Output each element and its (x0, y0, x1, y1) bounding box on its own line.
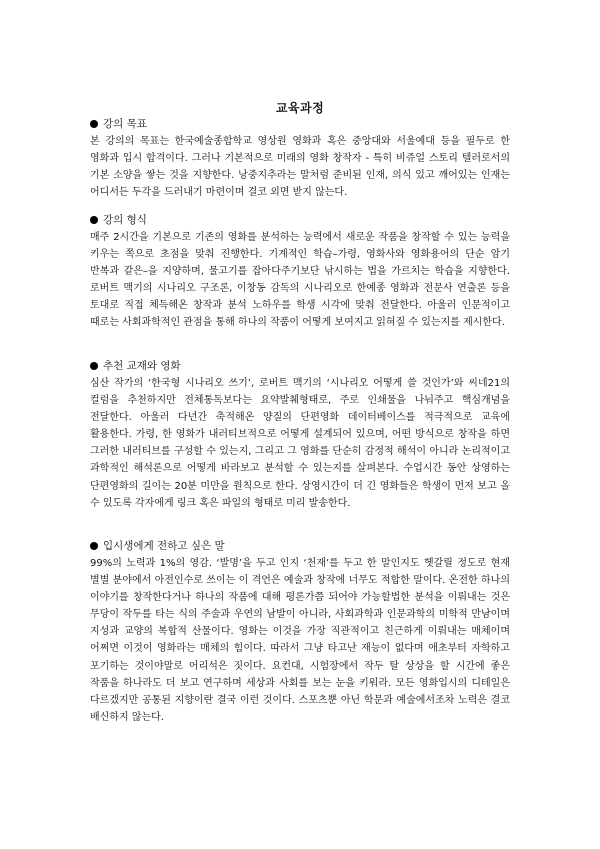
bullet-icon (90, 542, 98, 550)
section-course-objective (90, 116, 510, 201)
section-message-to-applicants (90, 538, 510, 726)
section-header (90, 116, 510, 133)
section-heading: 입시생에게 전하고 싶은 말 (103, 540, 225, 552)
section-course-format (90, 212, 510, 332)
section-heading: 추천 교재와 영화 (103, 360, 181, 372)
section-body: 매주 2시간을 기본으로 기존의 영화를 분석하는 능력에서 새로운 작품을 창작할 수 있는 능력을 키우는 쪽으로 초점을 맞춰 진행한다. 기계적인 학습–가령, 영화사와 영화용어의 단순 암기 반복과 같은–을 지양하며, 물고기를 잡아다주기보단 낚시하는 법을 가르치는 학습을 지향한다. 로버트 맥기의 시나리오 구조론, 이창동 감독의 시나리오로 한예종 영화과 전문사 연출론 등을 토대로 직접 체득해온 창작과 분석 노하우를 학생 시각에 맞춰 전달한다. 아울러 인문적이고 때로는 사회과학적인 관점을 통해 하나의 작품이 어떻게 보여지고 읽혀질 수 있는지를 제시한다. (90, 232, 510, 329)
section-heading: 강의 목표 (103, 118, 147, 130)
bullet-icon (90, 120, 98, 128)
section-recommended-materials (90, 358, 510, 512)
section-header (90, 538, 510, 555)
section-body: 심산 작가의 ‘한국형 시나리오 쓰기’, 로버트 맥기의 ‘시나리오 어떻게 쓸 것인가’와 씨네21의 컬럼을 추천하지만 전체통독보다는 요약발췌형태로, 주로 인쇄물을 나눠주고 핵심개념을 전달한다. 아울러 다년간 축적해온 양질의 단편영화 데이터베이스를 적극적으로 교육에 활용한다. 가령, 한 영화가 내러티브적으로 어떻게 설계되어 있으며, 어떤 방식으로 창작을 하면 그러한 내러티브를 구성할 수 있는지, 그리고 그 영화를 단순히 감정적 해석이 아니라 논리적이고 과학적인 해석론으로 어떻게 바라보고 분석할 수 있는지를 살펴본다. 수업시간 동안 상영하는 단편영화의 길이는 20분 미만을 원칙으로 한다. 상영시간이 더 긴 영화들은 학생이 먼저 보고 올 수 있도록 각자에게 링크 혹은 파일의 형태로 미리 발송한다. (90, 378, 510, 509)
section-body: 본 강의의 목표는 한국예술종합학교 영상원 영화과 혹은 중앙대와 서울예대 등을 필두로 한 영화과 입시 합격이다. 그러나 기본적으로 미래의 영화 창작자 - 특히 비쥬얼 스토리 텔러로서의 기본 소양을 쌓는 것을 지향한다. 낭중지추라는 말처럼 준비된 인재, 의식 있고 깨어있는 인재는 어디서든 두각을 드러내기 마련이며 결코 외면 받지 않는다. (90, 136, 510, 199)
bullet-icon (90, 216, 98, 224)
section-header (90, 212, 510, 229)
section-heading: 강의 형식 (103, 214, 147, 226)
section-header (90, 358, 510, 375)
bullet-icon (90, 362, 98, 370)
section-body: 99%의 노력과 1%의 영감. ‘발명’을 두고 인지 ‘천재’를 두고 한 말인지도 헷갈릴 정도로 현재 별별 분야에서 아전인수로 쓰이는 이 격언은 예술과 창작에 너무도 적합한 말이다. 온전한 하나의 이야기를 창작한다거나 하나의 작품에 대해 평론가쯤 되어야 가능할법한 분석을 이뤄내는 것은 무당이 작두를 타는 식의 주술과 우연의 남발이 아니라, 사회과학과 인문과학의 미학적 만남이며 지성과 교양의 복합적 산물이다. 영화는 이것을 가장 직관적이고 친근하게 이뤄내는 매체이며 어쩌면 이것이 영화라는 매체의 힘이다. 따라서 그냥 타고난 재능이 없다며 애초부터 자학하고 포기하는 것이야말로 어리석은 짓이다. 요컨대, 시험장에서 작두 탈 상상을 할 시간에 좋은 작품을 하나라도 더 보고 연구하며 세상과 사회를 보는 눈을 키워라. 모든 영화입시의 디테일은 다르겠지만 공통된 지향이란 결국 이런 것이다. 스포츠뿐 아닌 학문과 예술에서조차 노력은 결코 배신하지 않는다. (90, 558, 510, 723)
document-title: 교육과정 (275, 101, 325, 115)
